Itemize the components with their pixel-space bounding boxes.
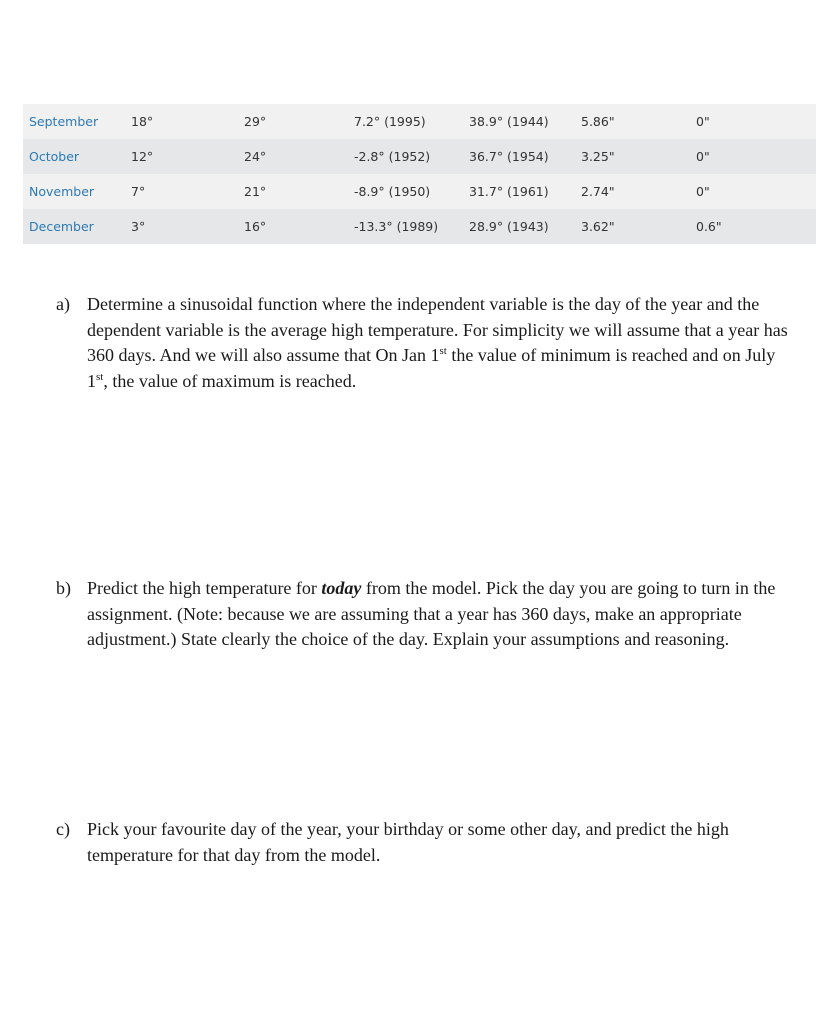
question-a-sup2: st (96, 370, 104, 383)
question-a-part2: the value of minimum is reached and on July 1 (87, 345, 776, 391)
avg-high-cell: 24° (244, 139, 354, 174)
question-b-part1: Predict the high temperature for (87, 578, 322, 598)
month-cell: September (23, 104, 131, 139)
table-row (23, 209, 816, 244)
record-high-cell: 31.7° (1961) (469, 174, 581, 209)
question-b-letter: b) (56, 578, 71, 598)
record-low-cell: -2.8° (1952) (354, 139, 469, 174)
snow-cell: 0.6" (696, 209, 816, 244)
table-row (23, 104, 816, 139)
month-cell: November (23, 174, 131, 209)
record-low-cell: 7.2° (1995) (354, 104, 469, 139)
record-low-cell: -13.3° (1989) (354, 209, 469, 244)
question-a-sup1: st (439, 345, 447, 357)
question-b-emphasis: today (321, 578, 362, 598)
rain-cell: 3.25" (581, 139, 696, 174)
question-c-letter: c) (56, 819, 70, 839)
avg-low-cell: 18° (131, 104, 244, 139)
record-low-cell: -8.9° (1950) (354, 174, 469, 209)
avg-low-cell: 7° (131, 174, 244, 209)
record-high-cell: 38.9° (1944) (469, 104, 581, 139)
snow-cell: 0" (696, 174, 816, 209)
avg-low-cell: 12° (131, 139, 244, 174)
question-a-text (87, 292, 796, 394)
question-a-part3: , the value of maximum is reached. (103, 370, 357, 391)
avg-high-cell: 29° (244, 104, 354, 139)
question-a-part1: Determine a sinusoidal function where the independent variable is the day of the year and the dependent variable is the average high temperature. For simplicity we will assume that a year has 360 days. And we will also assume that On Jan 1 (87, 294, 788, 365)
question-b-text (87, 576, 796, 653)
record-high-cell: 36.7° (1954) (469, 139, 581, 174)
climate-table (23, 104, 816, 244)
question-b-part2: from the model. Pick the day you are going to turn in the assignment. (Note: because we are assuming that a year has 360 days, make an appropriate adjustment.) State clearly the choice of the day. Explain your assumptions and reasoning. (87, 578, 776, 649)
rain-cell: 3.62" (581, 209, 696, 244)
rain-cell: 2.74" (581, 174, 696, 209)
question-b (56, 576, 796, 653)
question-a-letter: a) (56, 294, 70, 314)
month-cell: December (23, 209, 131, 244)
snow-cell: 0" (696, 139, 816, 174)
month-cell: October (23, 139, 131, 174)
question-a (56, 292, 796, 394)
avg-high-cell: 16° (244, 209, 354, 244)
record-high-cell: 28.9° (1943) (469, 209, 581, 244)
avg-high-cell: 21° (244, 174, 354, 209)
question-c-text: Pick your favourite day of the year, your birthday or some other day, and predict the high temperature for that day from the model. (87, 819, 729, 865)
table-row (23, 139, 816, 174)
climate-table-section (23, 104, 815, 244)
rain-cell: 5.86" (581, 104, 696, 139)
question-c (56, 817, 796, 868)
avg-low-cell: 3° (131, 209, 244, 244)
table-row (23, 174, 816, 209)
snow-cell: 0" (696, 104, 816, 139)
